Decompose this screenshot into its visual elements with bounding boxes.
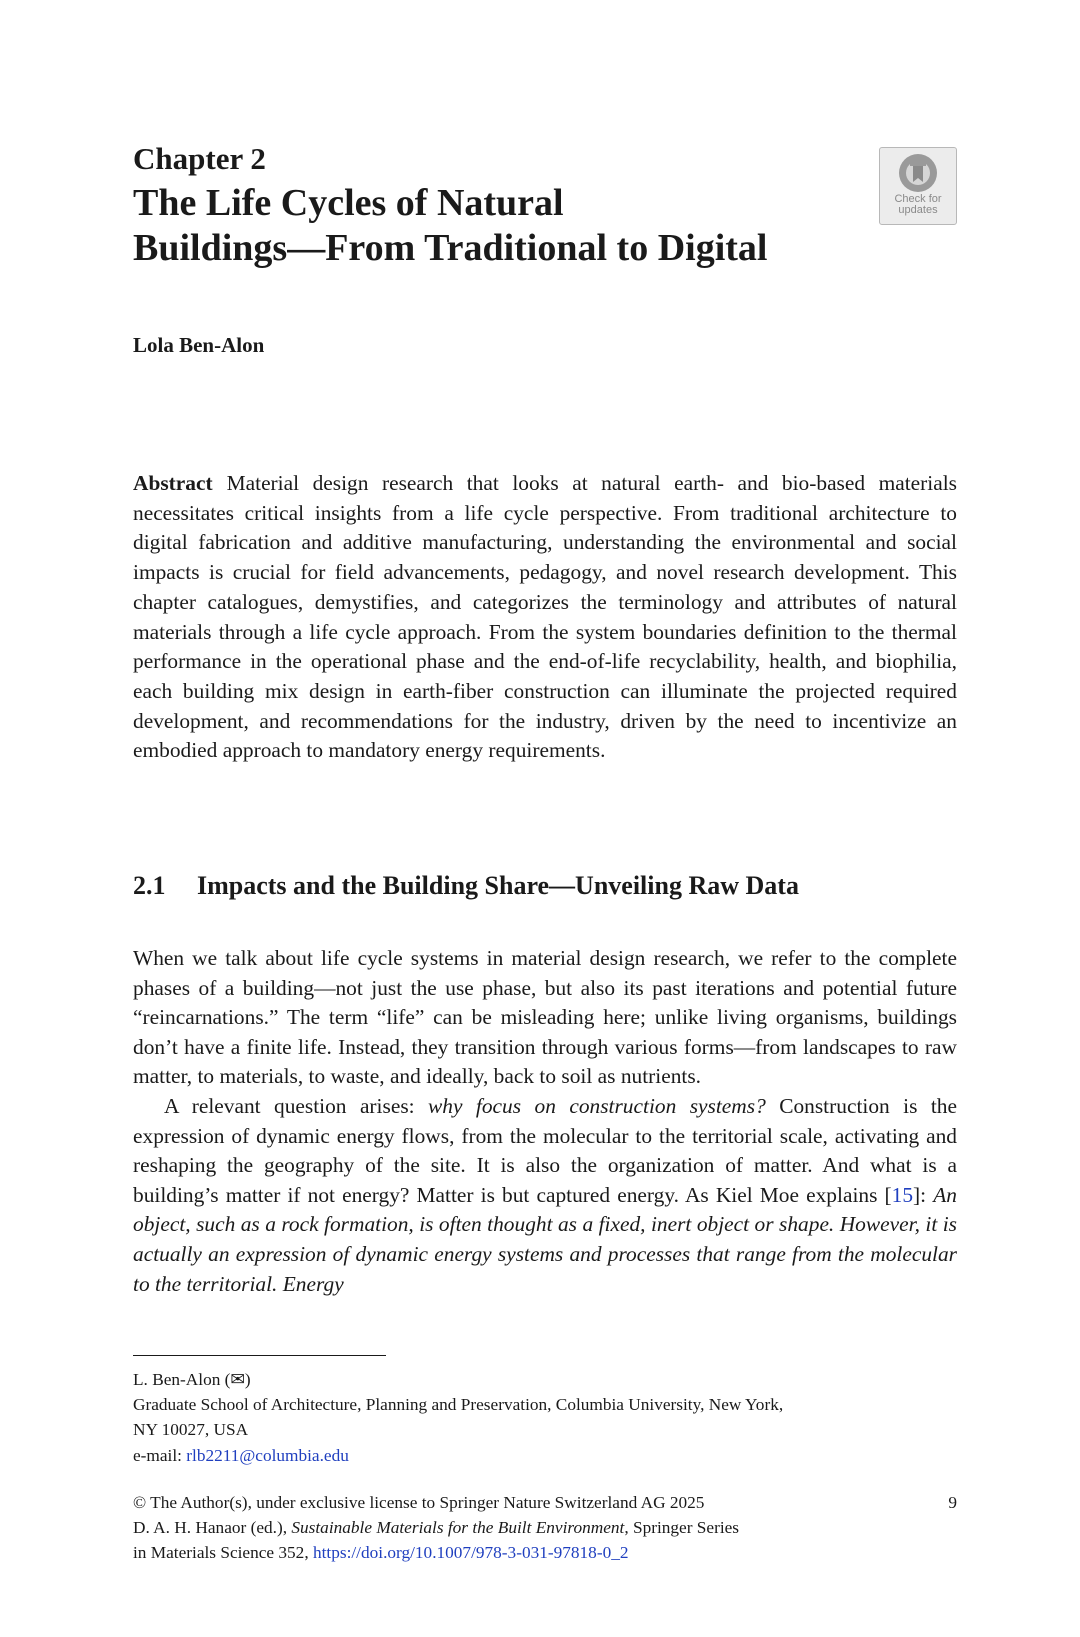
text-run: A relevant question arises: — [164, 1093, 429, 1118]
check-for-updates-button[interactable] — [879, 147, 957, 225]
copyright-line: © The Author(s), under exclusive license to Springer Nature Switzerland AG 2025 — [133, 1493, 705, 1512]
badge-text-line: Check for — [894, 193, 942, 205]
paragraph — [133, 1092, 957, 1299]
book-title: Sustainable Materials for the Built Environment — [291, 1518, 625, 1538]
footnote-email-line — [133, 1443, 957, 1468]
text-run: in Materials Science 352, — [133, 1543, 313, 1563]
copyright-block — [133, 1490, 957, 1566]
crossmark-icon — [897, 152, 939, 194]
email-link[interactable]: rlb2211@columbia.edu — [186, 1445, 349, 1465]
chapter-title — [133, 181, 833, 271]
chapter-label: Chapter 2 — [133, 141, 266, 176]
footnote-affiliation: Graduate School of Architecture, Planning and Preservation, Columbia University, New York, — [133, 1395, 784, 1415]
italic-question: why focus on construction systems? — [428, 1093, 766, 1118]
badge-text-line: updates — [898, 204, 938, 216]
abstract — [133, 469, 957, 766]
citation-line — [133, 1540, 957, 1565]
author-footnote — [133, 1367, 957, 1468]
footnote-divider — [133, 1355, 386, 1356]
abstract-text: Material design research that looks at natural earth- and bio-based materials necessitates critical insights from a life cycle perspective. From traditional architecture to digital fabrication and additive manufacturing, understanding the environmental and social impacts is crucial for field advancements, pedagogy, and novel research development. This chapter catalogues, demystifies, and categorizes the terminology and attributes of natural materials through a life cycle approach. From the system boundaries definition to the thermal performance in the operational phase and the end-of-life recyclability, health, and biophilia, each building mix design in earth-fiber construction can illuminate the projected required development, and recommendations for the industry, driven by the need to incentivize an embodied approach to mandatory energy requirements. — [133, 471, 957, 763]
section-title: Impacts and the Building Share—Unveiling Raw Data — [197, 871, 799, 900]
doi-link[interactable]: https://doi.org/10.1007/978-3-031-97818-0_2 — [312, 1543, 629, 1563]
text-run: Construction is the expression of dynamic energy flows, from the molecular to the territorial scale, activating and reshaping the geography of the site. It is also the organization of matter. And what is a building’s matter if not energy? Matter is but captured energy. As Kiel Moe explains [ — [133, 1093, 957, 1207]
text-run: ]: — [913, 1182, 934, 1207]
paragraph: When we talk about life cycle systems in material design research, we refer to the complete phases of a building—not just the use phase, but also its past iterations and potential future “reincarnations.” The term “life” can be misleading here; unlike living organisms, buildings don’t have a finite life. Instead, they transition through various forms—from landscapes to raw matter, to materials, to waste, and ideally, back to soil as nutrients. — [133, 946, 957, 1089]
text-run: , Springer Series — [624, 1518, 740, 1538]
author-name: Lola Ben-Alon — [133, 333, 265, 357]
abstract-label: Abstract — [133, 471, 213, 495]
chapter-title-line: Buildings—From Traditional to Digital — [133, 227, 768, 269]
text-run: D. A. H. Hanaor (ed.), — [133, 1518, 292, 1538]
italic-quote: An object, such as a rock formation, is often thought as a fixed, inert object or shape. However, it is actually an expression of dynamic energy systems and processes that range from the molecular to the territorial. Energy — [133, 1182, 957, 1296]
footnote-author: L. Ben-Alon (✉) — [133, 1370, 251, 1389]
citation-line — [133, 1515, 957, 1540]
section-heading — [133, 870, 799, 902]
citation-link[interactable]: 15 — [891, 1182, 914, 1207]
footnote-affiliation: NY 10027, USA — [133, 1420, 249, 1440]
email-label: e-mail: — [133, 1445, 187, 1465]
page-number: 9 — [948, 1493, 957, 1512]
body-text — [133, 944, 957, 1299]
section-number: 2.1 — [133, 871, 166, 900]
chapter-title-line: The Life Cycles of Natural — [133, 182, 564, 224]
